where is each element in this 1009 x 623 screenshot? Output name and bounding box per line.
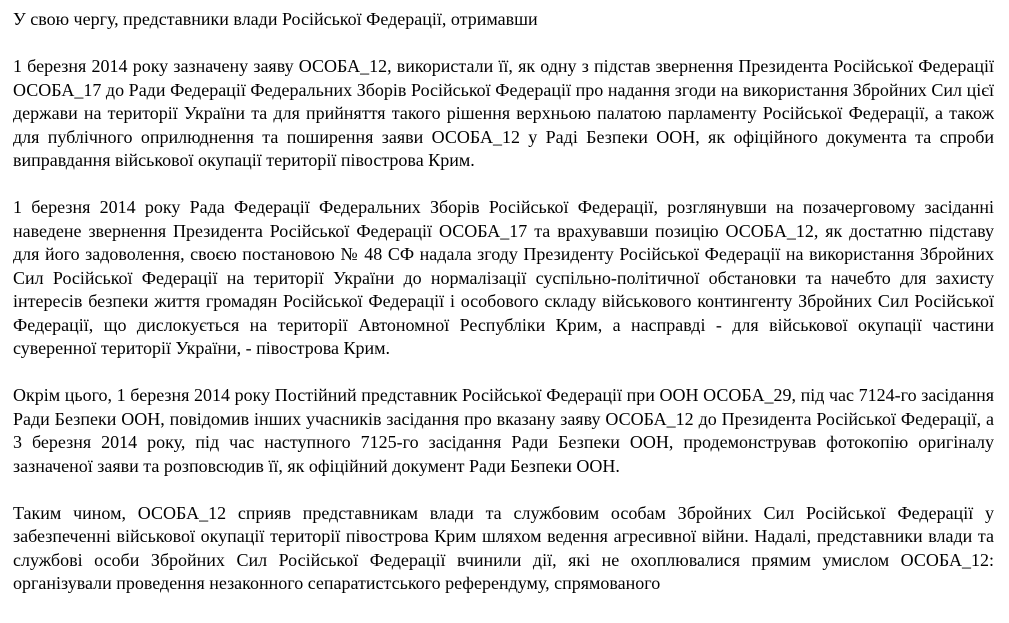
- paragraph-2: 1 березня 2014 року Рада Федерації Федеральних Зборів Російської Федерації, розглянувши на позачерговому засіданні наведене звернення Президента Російської Федерації ОСОБА_17 та врахувавши позицію ОСОБА_12, як достатню підставу для його задоволення, своєю постановою № 48 СФ надала згоду Президенту Російської Федерації на використання Збройних Сил Російської Федерації на території України до нормалізації суспільно-політичної обстановки та начебто для захисту інтересів безпеки життя громадян Російської Федерації і особового складу військового контингенту Збройних Сил Російської Федерації, що дислокується на території Автономної Республіки Крим, а насправді - для військової окупації частини суверенної території України, - півострова Крим.: [13, 197, 994, 358]
- document-body: [13, 8, 994, 619]
- paragraph-intro: У свою чергу, представники влади Російської Федерації, отримавши: [13, 9, 538, 29]
- paragraph-4: Таким чином, ОСОБА_12 сприяв представникам влади та службовим особам Збройних Сил Російської Федерації у забезпеченні військової окупації території півострова Крим шляхом ведення агресивної війни. Надалі, представники влади та службові особи Збройних Сил Російської Федерації вчинили дії, які не охоплювалися прямим умислом ОСОБА_12: організували проведення незаконного сепаратистського референдуму, спрямованого: [13, 502, 994, 593]
- paragraph-1: 1 березня 2014 року зазначену заяву ОСОБА_12, використали її, як одну з підстав звернення Президента Російської Федерації ОСОБА_17 до Ради Федерації Федеральних Зборів Російської Федерації про надання згоди на використання Збройних Сил цієї держави на території України та для прийняття такого рішення верхньою палатою парламенту Російської Федерації, а також для публічного оприлюднення та поширення заяви ОСОБА_12 у Раді Безпеки ООН, як офіційного документа та спроби виправдання військової окупації території півострова Крим.: [13, 56, 994, 170]
- paragraph-3: Окрім цього, 1 березня 2014 року Постійний представник Російської Федерації при ООН ОСОБА_29, під час 7124-го засідання Ради Безпеки ООН, повідомив інших учасників засідання про вказану заяву ОСОБА_12 до Президента Російської Федерації, а 3 березня 2014 року, під час наступного 7125-го засідання Ради Безпеки ООН, продемонстрував фотокопію оригіналу зазначеної заяви та розповсюдив її, як офіційний документ Ради Безпеки ООН.: [13, 385, 994, 476]
